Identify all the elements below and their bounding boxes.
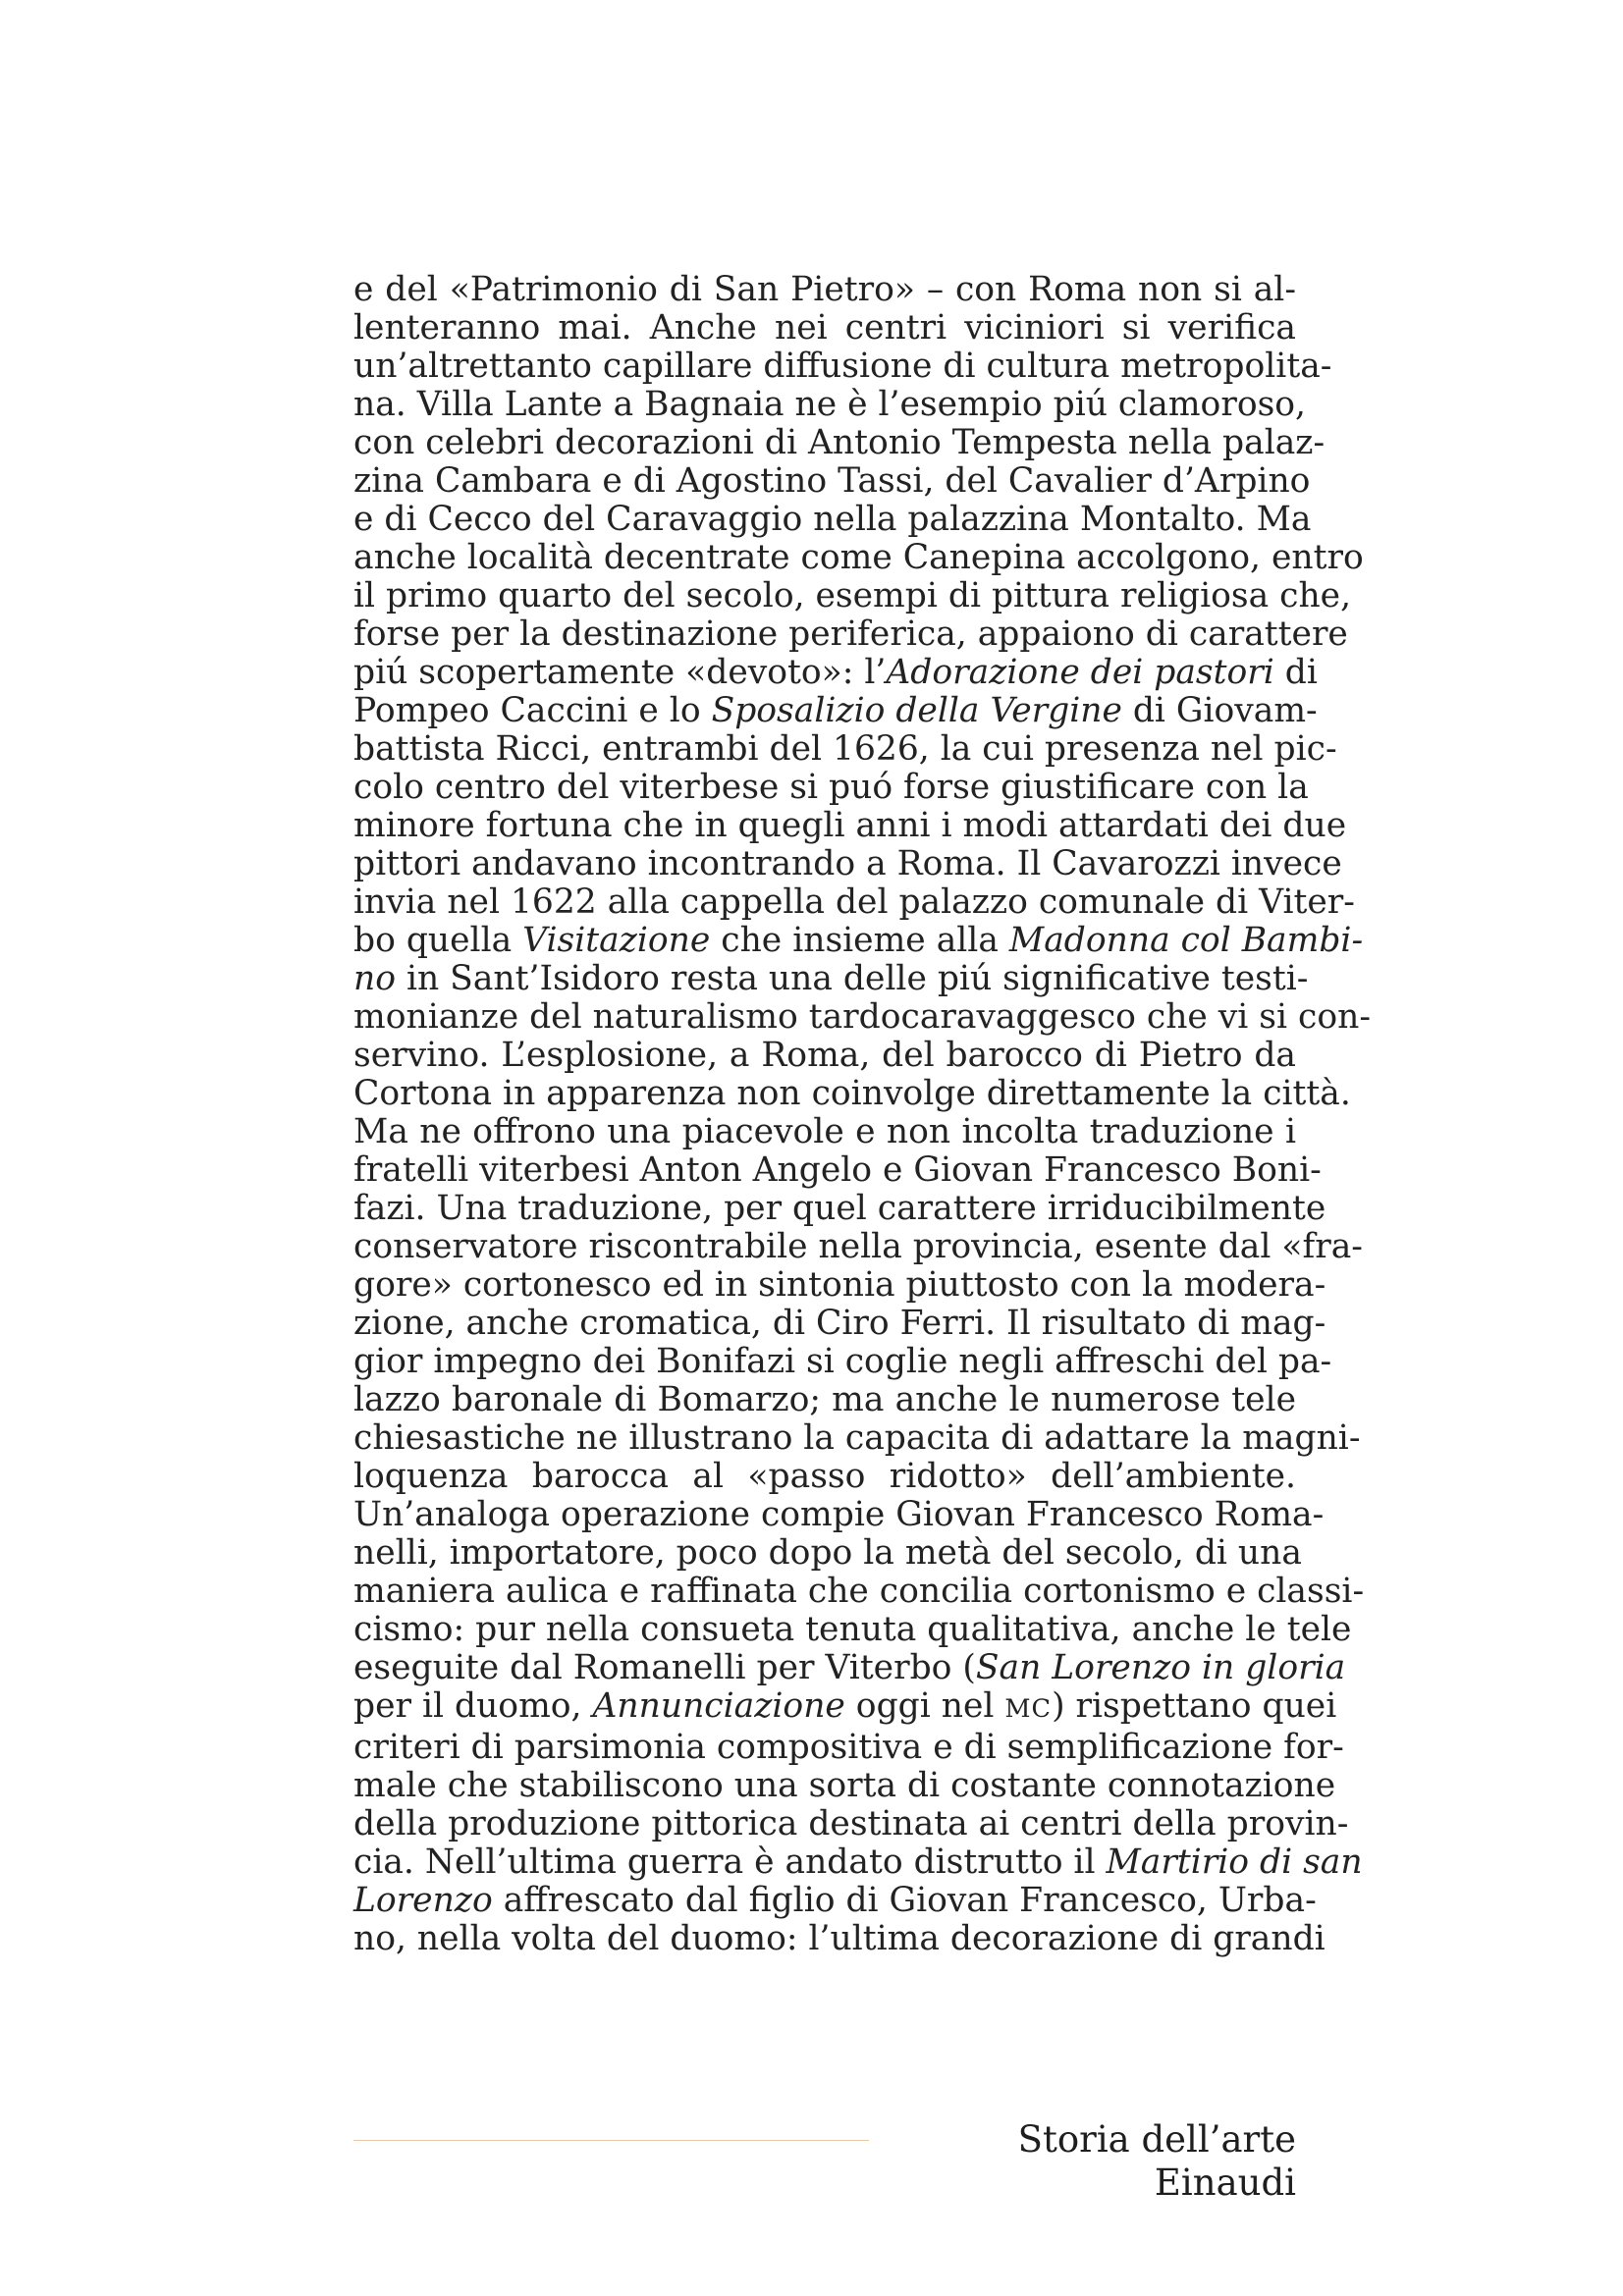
text-run: servino. L’esplosione, a Roma, del barocco di Pietro da [353, 1036, 1296, 1075]
text-line [353, 882, 1355, 922]
text-run: di [1273, 653, 1318, 692]
text-run: forse per la destinazione periferica, appaiono di carattere [353, 614, 1348, 654]
footer-title: Storia dell’arte Einaudi [1017, 2118, 1296, 2204]
text-run: invia nel 1622 alla cappella del palazzo comunale di Viter- [353, 882, 1355, 922]
text-line [353, 1881, 1317, 1920]
text-run: gore» cortonesco ed in sintonia piuttosto con la modera- [353, 1265, 1326, 1305]
text-run: male che stabiliscono una sorta di costante connotazione [353, 1766, 1336, 1805]
text-run: di Giovam- [1121, 691, 1318, 730]
text-run: pittori andavano incontrando a Roma. Il Cavarozzi invece [353, 844, 1342, 883]
text-line [353, 271, 1296, 309]
small-caps-abbreviation: MC [1004, 1694, 1053, 1724]
text-line [353, 1304, 1326, 1343]
text-line [353, 1381, 1296, 1419]
text-run: gior impegno dei Bonifazi si coglie negli affreschi del pa- [353, 1342, 1332, 1381]
text-run: e del «Patrimonio di San Pietro» – con Roma non si al- [353, 270, 1296, 309]
text-run: della produzione pittorica destinata ai centri della provin- [353, 1804, 1349, 1843]
text-run: chiesastiche ne illustrano la capacita di adattare la magni- [353, 1418, 1361, 1458]
text-run: battista Ricci, entrambi del 1626, la cui presenza nel pic- [353, 729, 1337, 769]
text-run: e di Cecco del Caravaggio nella palazzina Montalto. Ma [353, 500, 1312, 539]
italic-title: Lorenzo [353, 1881, 493, 1920]
text-line [353, 921, 1364, 960]
text-line [353, 1342, 1332, 1381]
text-run: criteri di parsimonia compositiva e di semplificazione for- [353, 1728, 1344, 1767]
text-line [353, 691, 1318, 730]
text-run: ) rispettano quei [1052, 1686, 1337, 1726]
text-run: nelli, importatore, poco dopo la metà del secolo, di una [353, 1533, 1302, 1573]
italic-title: Visitazione [522, 921, 711, 960]
text-line [353, 1037, 1296, 1075]
text-run: Un’analoga operazione compie Giovan Francesco Roma- [353, 1495, 1325, 1534]
text-run: Pompeo Caccini e lo [353, 691, 712, 730]
italic-title: San Lorenzo in gloria [975, 1648, 1346, 1687]
text-run: per il duomo, [353, 1686, 593, 1726]
text-line [353, 997, 1371, 1037]
text-line [353, 1533, 1302, 1573]
text-run: con celebri decorazioni di Antonio Tempesta nella palaz- [353, 423, 1325, 462]
text-run: eseguite dal Romanelli per Viterbo ( [353, 1648, 976, 1687]
text-run: zione, anche cromatica, di Ciro Ferri. Il risultato di mag- [353, 1304, 1326, 1343]
text-run: piú scopertamente «devoto»: l’ [353, 653, 887, 692]
text-run: monianze del naturalismo tardocaravaggesco che vi si con- [353, 997, 1371, 1037]
text-line [353, 1458, 1296, 1496]
text-line [353, 844, 1342, 883]
text-line [353, 1418, 1361, 1458]
body-text [353, 270, 1371, 1958]
text-run: Ma ne offrono una piacevole e non incolta traduzione i [353, 1112, 1296, 1151]
text-run: cismo: pur nella consueta tenuta qualitativa, anche le tele [353, 1610, 1352, 1649]
text-run: conservatore riscontrabile nella provincia, esente dal «fra- [353, 1227, 1363, 1266]
text-run: no, nella volta del duomo: l’ultima decorazione di grandi [353, 1919, 1325, 1958]
text-line [353, 500, 1312, 539]
italic-title: Sposalizio della Vergine [711, 691, 1122, 730]
text-line [353, 1189, 1326, 1228]
text-line [353, 576, 1352, 615]
text-run: fratelli viterbesi Anton Angelo e Giovan Francesco Boni- [353, 1150, 1322, 1190]
text-line [353, 1686, 1337, 1729]
text-line [353, 959, 1309, 998]
text-run: fazi. Una traduzione, per quel carattere irriducibilmente [353, 1189, 1326, 1228]
text-run: loquenza barocca al «passo ridotto» dell’ambiente. [353, 1457, 1296, 1496]
text-line [353, 309, 1296, 347]
text-line [353, 423, 1325, 462]
italic-title: no [353, 959, 396, 998]
text-run: cia. Nell’ultima guerra è andato distrutto il [353, 1842, 1107, 1882]
text-run: un’altrettanto capillare diffusione di cultura metropolita- [353, 347, 1332, 386]
text-run: lenteranno mai. Anche nei centri viciniori si verifica [353, 308, 1296, 347]
text-run: il primo quarto del secolo, esempi di pittura religiosa che, [353, 576, 1352, 615]
text-run: na. Villa Lante a Bagnaia ne è l’esempio piú clamoroso, [353, 385, 1307, 424]
text-run: bo quella [353, 921, 523, 960]
text-run: colo centro del viterbese si puó forse giustificare con la [353, 768, 1309, 807]
italic-title: Martirio di san [1106, 1842, 1363, 1882]
text-line [353, 1728, 1344, 1767]
text-line [353, 1648, 1346, 1687]
text-run: che insieme alla [710, 921, 1009, 960]
text-line [353, 1842, 1363, 1882]
text-line [353, 1265, 1326, 1305]
italic-title: Madonna col Bambi- [1008, 921, 1364, 960]
text-line [353, 1766, 1336, 1805]
text-line [353, 347, 1332, 386]
text-run: minore fortuna che in quegli anni i modi attardati dei due [353, 806, 1347, 845]
text-run: lazzo baronale di Bomarzo; ma anche le numerose tele [353, 1380, 1296, 1419]
text-line [353, 1074, 1351, 1113]
text-run: in Sant’Isidoro resta una delle piú significative testi- [396, 959, 1309, 998]
italic-title: Adorazione dei pastori [886, 653, 1274, 692]
text-line [353, 1495, 1325, 1534]
footer-rule [353, 2140, 869, 2141]
text-line [353, 1610, 1352, 1649]
text-line [353, 806, 1347, 845]
text-line [353, 385, 1307, 424]
text-line [353, 1572, 1365, 1611]
text-line [353, 729, 1337, 769]
italic-title: Annunciazione [592, 1686, 845, 1726]
text-run: anche località decentrate come Canepina accolgono, entro [353, 538, 1364, 577]
text-line [353, 768, 1309, 807]
text-line [353, 1113, 1296, 1151]
text-run: maniera aulica e raffinata che concilia cortonismo e classi- [353, 1572, 1365, 1611]
text-run: affrescato dal figlio di Giovan Francesco, Urba- [492, 1881, 1317, 1920]
text-run: Cortona in apparenza non coinvolge direttamente la città. [353, 1074, 1351, 1113]
text-run: zina Cambara e di Agostino Tassi, del Cavalier d’Arpino [353, 461, 1311, 501]
text-line [353, 1919, 1325, 1958]
text-line [353, 614, 1348, 654]
text-line [353, 461, 1311, 501]
text-line [353, 653, 1318, 692]
text-line [353, 1227, 1363, 1266]
text-line [353, 1150, 1322, 1190]
text-run: oggi nel [844, 1686, 1005, 1726]
text-line [353, 538, 1364, 577]
text-line [353, 1804, 1349, 1843]
